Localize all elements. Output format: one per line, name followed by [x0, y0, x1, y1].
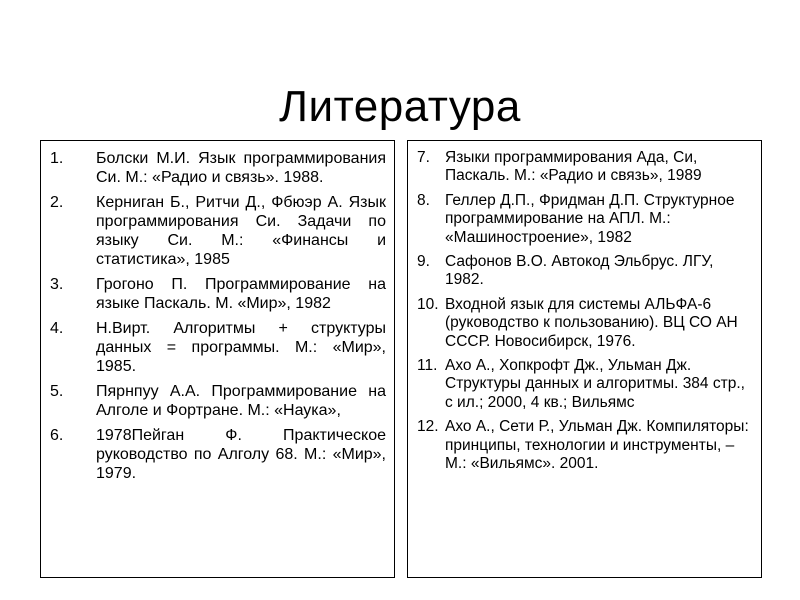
- list-item: [417, 192, 751, 247]
- list-item: [50, 382, 386, 420]
- item-text: Сафонов В.О. Автокод Эльбрус. ЛГУ, 1982.: [445, 253, 714, 289]
- item-text: Н.Вирт. Алгоритмы + структуры данных = программы. М.: «Мир», 1985.: [96, 320, 386, 375]
- item-number: 9.: [417, 253, 430, 271]
- item-number: 6.: [50, 427, 64, 444]
- list-item: [417, 296, 751, 351]
- item-text: Языки программирования Ада, Си, Паскаль. М.: «Радио и связь», 1989: [445, 149, 702, 185]
- item-text: Ахо А., Хопкрофт Дж., Ульман Дж. Структуры данных и алгоритмы. 384 стр., с ил.; 2000, 4 кв.; Вильямс: [445, 357, 745, 411]
- page-title: Литература: [279, 82, 521, 132]
- item-number: 4.: [50, 320, 64, 337]
- item-text: Ахо А., Сети Р., Ульман Дж. Компиляторы: принципы, технологии и инструменты, – М.: «Вильямс». 2001.: [445, 418, 749, 473]
- list-item: [50, 275, 386, 313]
- item-number: 8.: [417, 191, 430, 209]
- item-number: 1.: [50, 150, 64, 167]
- list-item: [50, 426, 386, 483]
- item-number: 11.: [417, 357, 438, 375]
- item-number: 7.: [417, 149, 430, 166]
- references-right-column: [407, 140, 762, 578]
- list-item: [50, 193, 386, 269]
- list-item: [417, 357, 751, 412]
- item-number: 10.: [417, 295, 439, 313]
- list-item: [50, 149, 386, 187]
- item-number: 5.: [50, 383, 64, 400]
- item-text: Грогоно П. Программирование на языке Паскаль. М. «Мир», 1982: [96, 276, 386, 312]
- list-item: [417, 149, 751, 186]
- item-text: Входной язык для системы АЛЬФА-6 (руководство к пользованию). ВЦ СО АН СССР. Новосибирск, 1976.: [445, 295, 738, 350]
- item-number: 2.: [50, 194, 64, 211]
- item-text: Геллер Д.П., Фридман Д.П. Структурное программирование на АПЛ. М.: «Машиностроение», 1982: [445, 191, 735, 246]
- list-item: [417, 253, 751, 290]
- list-item: [417, 418, 751, 473]
- references-list-left: [50, 149, 386, 483]
- references-left-column: [40, 140, 395, 578]
- list-item: [50, 319, 386, 376]
- item-text: 1978Пейган Ф. Практическое руководство по Алголу 68. М.: «Мир», 1979.: [96, 427, 386, 482]
- item-number: 3.: [50, 276, 64, 293]
- item-number: 12.: [417, 418, 439, 436]
- item-text: Болски М.И. Язык программирования Си. М.: «Радио и связь». 1988.: [96, 150, 386, 186]
- item-text: Пярнпуу А.А. Программирование на Алголе и Фортране. М.: «Наука»,: [96, 383, 386, 419]
- item-text: Керниган Б., Ритчи Д., Фбюэр А. Язык программирования Си. Задачи по языку Си. М.: «Финансы и статистика», 1985: [96, 194, 386, 268]
- references-list-right: [417, 149, 751, 474]
